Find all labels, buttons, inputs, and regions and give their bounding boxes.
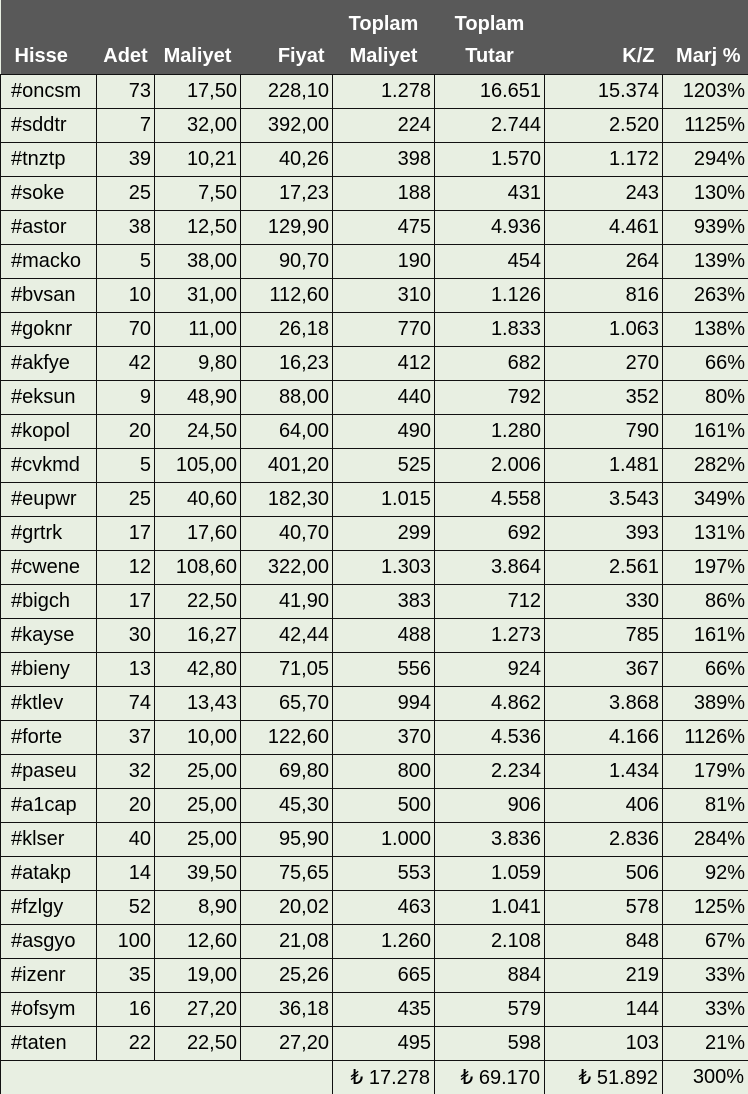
cell-maliyet: 22,50 [155,1027,241,1061]
cell-kz: 393 [545,517,663,551]
cell-marj: 1203% [663,75,748,109]
cell-toplam-tutar: 4.536 [435,721,545,755]
cell-toplam-tutar: 4.936 [435,211,545,245]
cell-kz: 1.434 [545,755,663,789]
cell-kz: 790 [545,415,663,449]
header-kz: K/Z [545,40,663,75]
cell-kz: 2.561 [545,551,663,585]
cell-fiyat: 122,60 [241,721,333,755]
cell-toplam-maliyet: 490 [333,415,435,449]
cell-fiyat: 322,00 [241,551,333,585]
cell-marj: 1125% [663,109,748,143]
cell-marj: 263% [663,279,748,313]
cell-maliyet: 39,50 [155,857,241,891]
table-row [1,857,748,891]
total-marj: 300% [663,1061,748,1094]
cell-toplam-tutar: 579 [435,993,545,1027]
cell-toplam-tutar: 2.108 [435,925,545,959]
cell-maliyet: 40,60 [155,483,241,517]
table-row [1,415,748,449]
cell-toplam-maliyet: 224 [333,109,435,143]
cell-maliyet: 31,00 [155,279,241,313]
cell-maliyet: 19,00 [155,959,241,993]
cell-kz: 1.172 [545,143,663,177]
cell-toplam-maliyet: 383 [333,585,435,619]
cell-fiyat: 228,10 [241,75,333,109]
header-maliyet: Maliyet [155,40,241,75]
cell-toplam-maliyet: 665 [333,959,435,993]
cell-fiyat: 40,26 [241,143,333,177]
cell-marj: 33% [663,993,748,1027]
total-kz: ₺ 51.892 [545,1061,663,1094]
table-row [1,381,748,415]
table-row [1,347,748,381]
table-row [1,721,748,755]
cell-marj: 66% [663,347,748,381]
cell-hisse: #macko [1,245,97,279]
cell-kz: 578 [545,891,663,925]
cell-maliyet: 48,90 [155,381,241,415]
cell-fiyat: 27,20 [241,1027,333,1061]
cell-toplam-tutar: 454 [435,245,545,279]
cell-adet: 74 [97,687,155,721]
table-row [1,313,748,347]
header-toplam-tutar: Tutar [435,40,545,75]
cell-maliyet: 24,50 [155,415,241,449]
cell-fiyat: 36,18 [241,993,333,1027]
cell-adet: 42 [97,347,155,381]
cell-hisse: #kopol [1,415,97,449]
totals-spacer [1,1061,333,1094]
cell-adet: 13 [97,653,155,687]
cell-toplam-maliyet: 370 [333,721,435,755]
cell-toplam-maliyet: 495 [333,1027,435,1061]
cell-adet: 30 [97,619,155,653]
cell-fiyat: 65,70 [241,687,333,721]
cell-adet: 20 [97,789,155,823]
cell-kz: 270 [545,347,663,381]
table-row [1,687,748,721]
header-top-toplam-tutar: Toplam [435,0,545,40]
table-footer [1,1061,748,1094]
cell-toplam-tutar: 2.744 [435,109,545,143]
cell-fiyat: 21,08 [241,925,333,959]
cell-adet: 17 [97,585,155,619]
cell-fiyat: 401,20 [241,449,333,483]
cell-marj: 282% [663,449,748,483]
cell-toplam-maliyet: 994 [333,687,435,721]
cell-marj: 80% [663,381,748,415]
header-top-fiyat [241,0,333,40]
cell-marj: 939% [663,211,748,245]
cell-fiyat: 25,26 [241,959,333,993]
cell-maliyet: 108,60 [155,551,241,585]
cell-fiyat: 112,60 [241,279,333,313]
cell-hisse: #cvkmd [1,449,97,483]
cell-hisse: #ktlev [1,687,97,721]
cell-marj: 81% [663,789,748,823]
table-row [1,823,748,857]
cell-toplam-tutar: 3.836 [435,823,545,857]
cell-kz: 848 [545,925,663,959]
cell-marj: 33% [663,959,748,993]
cell-toplam-tutar: 16.651 [435,75,545,109]
cell-marj: 66% [663,653,748,687]
cell-fiyat: 64,00 [241,415,333,449]
cell-fiyat: 182,30 [241,483,333,517]
table-row [1,585,748,619]
cell-adet: 9 [97,381,155,415]
cell-toplam-tutar: 682 [435,347,545,381]
cell-marj: 1126% [663,721,748,755]
cell-adet: 35 [97,959,155,993]
cell-fiyat: 88,00 [241,381,333,415]
cell-adet: 25 [97,177,155,211]
cell-hisse: #paseu [1,755,97,789]
cell-hisse: #a1cap [1,789,97,823]
cell-toplam-maliyet: 188 [333,177,435,211]
cell-adet: 100 [97,925,155,959]
cell-toplam-tutar: 431 [435,177,545,211]
header-top-toplam-maliyet: Toplam [333,0,435,40]
cell-kz: 3.868 [545,687,663,721]
cell-adet: 22 [97,1027,155,1061]
cell-maliyet: 17,60 [155,517,241,551]
cell-maliyet: 25,00 [155,755,241,789]
cell-maliyet: 42,80 [155,653,241,687]
cell-hisse: #tnztp [1,143,97,177]
cell-maliyet: 27,20 [155,993,241,1027]
table-row [1,891,748,925]
cell-toplam-maliyet: 463 [333,891,435,925]
header-fiyat: Fiyat [241,40,333,75]
cell-adet: 12 [97,551,155,585]
cell-marj: 139% [663,245,748,279]
table-row [1,483,748,517]
cell-hisse: #akfye [1,347,97,381]
table-row [1,1027,748,1061]
cell-fiyat: 20,02 [241,891,333,925]
cell-maliyet: 10,00 [155,721,241,755]
cell-marj: 21% [663,1027,748,1061]
cell-hisse: #kayse [1,619,97,653]
cell-fiyat: 95,90 [241,823,333,857]
table-row [1,959,748,993]
cell-hisse: #asgyo [1,925,97,959]
cell-toplam-tutar: 2.234 [435,755,545,789]
table-row [1,993,748,1027]
cell-hisse: #bvsan [1,279,97,313]
cell-adet: 37 [97,721,155,755]
header-hisse: Hisse [1,40,97,75]
cell-fiyat: 71,05 [241,653,333,687]
cell-maliyet: 16,27 [155,619,241,653]
cell-adet: 39 [97,143,155,177]
cell-adet: 5 [97,449,155,483]
cell-maliyet: 25,00 [155,823,241,857]
cell-adet: 70 [97,313,155,347]
cell-maliyet: 9,80 [155,347,241,381]
header-row-top [1,0,748,40]
cell-hisse: #goknr [1,313,97,347]
header-top-marj [663,0,748,40]
cell-marj: 86% [663,585,748,619]
header-top-kz [545,0,663,40]
cell-hisse: #atakp [1,857,97,891]
cell-toplam-maliyet: 1.278 [333,75,435,109]
cell-kz: 2.836 [545,823,663,857]
cell-adet: 14 [97,857,155,891]
cell-marj: 284% [663,823,748,857]
cell-maliyet: 10,21 [155,143,241,177]
table-row [1,755,748,789]
cell-maliyet: 22,50 [155,585,241,619]
cell-marj: 130% [663,177,748,211]
cell-kz: 1.481 [545,449,663,483]
cell-kz: 352 [545,381,663,415]
cell-adet: 20 [97,415,155,449]
cell-kz: 219 [545,959,663,993]
cell-marj: 161% [663,619,748,653]
cell-toplam-maliyet: 525 [333,449,435,483]
cell-toplam-maliyet: 488 [333,619,435,653]
cell-adet: 73 [97,75,155,109]
table-row [1,925,748,959]
cell-kz: 785 [545,619,663,653]
cell-toplam-maliyet: 556 [333,653,435,687]
cell-kz: 243 [545,177,663,211]
cell-adet: 32 [97,755,155,789]
table-row [1,143,748,177]
cell-maliyet: 38,00 [155,245,241,279]
cell-kz: 406 [545,789,663,823]
table-header [1,0,748,75]
header-marj: Marj % [663,40,748,75]
table-row [1,551,748,585]
cell-toplam-tutar: 712 [435,585,545,619]
cell-toplam-maliyet: 800 [333,755,435,789]
cell-toplam-maliyet: 299 [333,517,435,551]
cell-kz: 4.461 [545,211,663,245]
cell-marj: 131% [663,517,748,551]
cell-adet: 10 [97,279,155,313]
cell-toplam-tutar: 792 [435,381,545,415]
cell-marj: 197% [663,551,748,585]
header-top-maliyet [155,0,241,40]
cell-toplam-maliyet: 1.260 [333,925,435,959]
cell-kz: 2.520 [545,109,663,143]
cell-fiyat: 90,70 [241,245,333,279]
totals-row [1,1061,748,1094]
cell-toplam-tutar: 1.041 [435,891,545,925]
cell-hisse: #ofsym [1,993,97,1027]
cell-maliyet: 25,00 [155,789,241,823]
cell-toplam-maliyet: 412 [333,347,435,381]
cell-toplam-tutar: 924 [435,653,545,687]
cell-kz: 4.166 [545,721,663,755]
cell-hisse: #forte [1,721,97,755]
cell-hisse: #bigch [1,585,97,619]
table-row [1,279,748,313]
cell-toplam-tutar: 1.570 [435,143,545,177]
cell-hisse: #astor [1,211,97,245]
cell-maliyet: 7,50 [155,177,241,211]
cell-maliyet: 12,60 [155,925,241,959]
cell-marj: 161% [663,415,748,449]
cell-kz: 1.063 [545,313,663,347]
cell-kz: 816 [545,279,663,313]
cell-hisse: #cwene [1,551,97,585]
cell-hisse: #sddtr [1,109,97,143]
table-row [1,177,748,211]
cell-toplam-tutar: 1.273 [435,619,545,653]
total-toplam-tutar: ₺ 69.170 [435,1061,545,1094]
cell-adet: 40 [97,823,155,857]
cell-kz: 506 [545,857,663,891]
cell-marj: 125% [663,891,748,925]
cell-adet: 52 [97,891,155,925]
cell-hisse: #grtrk [1,517,97,551]
table-row [1,619,748,653]
cell-marj: 294% [663,143,748,177]
cell-adet: 16 [97,993,155,1027]
cell-toplam-maliyet: 1.303 [333,551,435,585]
cell-toplam-maliyet: 1.000 [333,823,435,857]
cell-fiyat: 129,90 [241,211,333,245]
cell-toplam-maliyet: 435 [333,993,435,1027]
table-row [1,653,748,687]
cell-kz: 103 [545,1027,663,1061]
cell-hisse: #izenr [1,959,97,993]
cell-hisse: #eupwr [1,483,97,517]
cell-adet: 7 [97,109,155,143]
cell-toplam-maliyet: 553 [333,857,435,891]
cell-fiyat: 26,18 [241,313,333,347]
table-row [1,517,748,551]
cell-toplam-tutar: 906 [435,789,545,823]
cell-hisse: #eksun [1,381,97,415]
cell-fiyat: 41,90 [241,585,333,619]
cell-toplam-maliyet: 770 [333,313,435,347]
cell-hisse: #fzlgy [1,891,97,925]
cell-hisse: #bieny [1,653,97,687]
cell-marj: 349% [663,483,748,517]
cell-toplam-maliyet: 475 [333,211,435,245]
cell-toplam-maliyet: 500 [333,789,435,823]
cell-marj: 179% [663,755,748,789]
cell-toplam-tutar: 4.558 [435,483,545,517]
header-top-adet [97,0,155,40]
table-row [1,789,748,823]
cell-fiyat: 45,30 [241,789,333,823]
cell-kz: 264 [545,245,663,279]
cell-marj: 92% [663,857,748,891]
cell-toplam-tutar: 1.833 [435,313,545,347]
cell-maliyet: 13,43 [155,687,241,721]
cell-fiyat: 16,23 [241,347,333,381]
cell-kz: 367 [545,653,663,687]
cell-maliyet: 105,00 [155,449,241,483]
cell-maliyet: 32,00 [155,109,241,143]
cell-toplam-maliyet: 310 [333,279,435,313]
cell-fiyat: 69,80 [241,755,333,789]
header-top-hisse [1,0,97,40]
cell-toplam-maliyet: 1.015 [333,483,435,517]
cell-adet: 25 [97,483,155,517]
cell-toplam-tutar: 692 [435,517,545,551]
table-row [1,109,748,143]
cell-fiyat: 75,65 [241,857,333,891]
header-toplam-maliyet: Maliyet [333,40,435,75]
table-body [1,75,748,1061]
cell-fiyat: 392,00 [241,109,333,143]
cell-toplam-maliyet: 398 [333,143,435,177]
cell-kz: 3.543 [545,483,663,517]
total-toplam-maliyet: ₺ 17.278 [333,1061,435,1094]
cell-hisse: #klser [1,823,97,857]
cell-hisse: #soke [1,177,97,211]
cell-maliyet: 17,50 [155,75,241,109]
cell-maliyet: 12,50 [155,211,241,245]
cell-maliyet: 8,90 [155,891,241,925]
table-row [1,211,748,245]
cell-toplam-tutar: 3.864 [435,551,545,585]
cell-toplam-tutar: 884 [435,959,545,993]
cell-toplam-maliyet: 440 [333,381,435,415]
header-row-bottom [1,40,748,75]
cell-toplam-maliyet: 190 [333,245,435,279]
cell-marj: 389% [663,687,748,721]
cell-toplam-tutar: 1.280 [435,415,545,449]
cell-toplam-tutar: 4.862 [435,687,545,721]
cell-adet: 17 [97,517,155,551]
table-row [1,75,748,109]
table-row [1,245,748,279]
cell-fiyat: 17,23 [241,177,333,211]
cell-marj: 67% [663,925,748,959]
cell-maliyet: 11,00 [155,313,241,347]
table-row [1,449,748,483]
cell-kz: 15.374 [545,75,663,109]
cell-fiyat: 40,70 [241,517,333,551]
cell-fiyat: 42,44 [241,619,333,653]
cell-toplam-tutar: 1.126 [435,279,545,313]
cell-toplam-tutar: 598 [435,1027,545,1061]
cell-hisse: #taten [1,1027,97,1061]
cell-toplam-tutar: 2.006 [435,449,545,483]
header-adet: Adet [97,40,155,75]
cell-toplam-tutar: 1.059 [435,857,545,891]
cell-marj: 138% [663,313,748,347]
cell-adet: 5 [97,245,155,279]
cell-kz: 144 [545,993,663,1027]
cell-hisse: #oncsm [1,75,97,109]
cell-adet: 38 [97,211,155,245]
cell-kz: 330 [545,585,663,619]
